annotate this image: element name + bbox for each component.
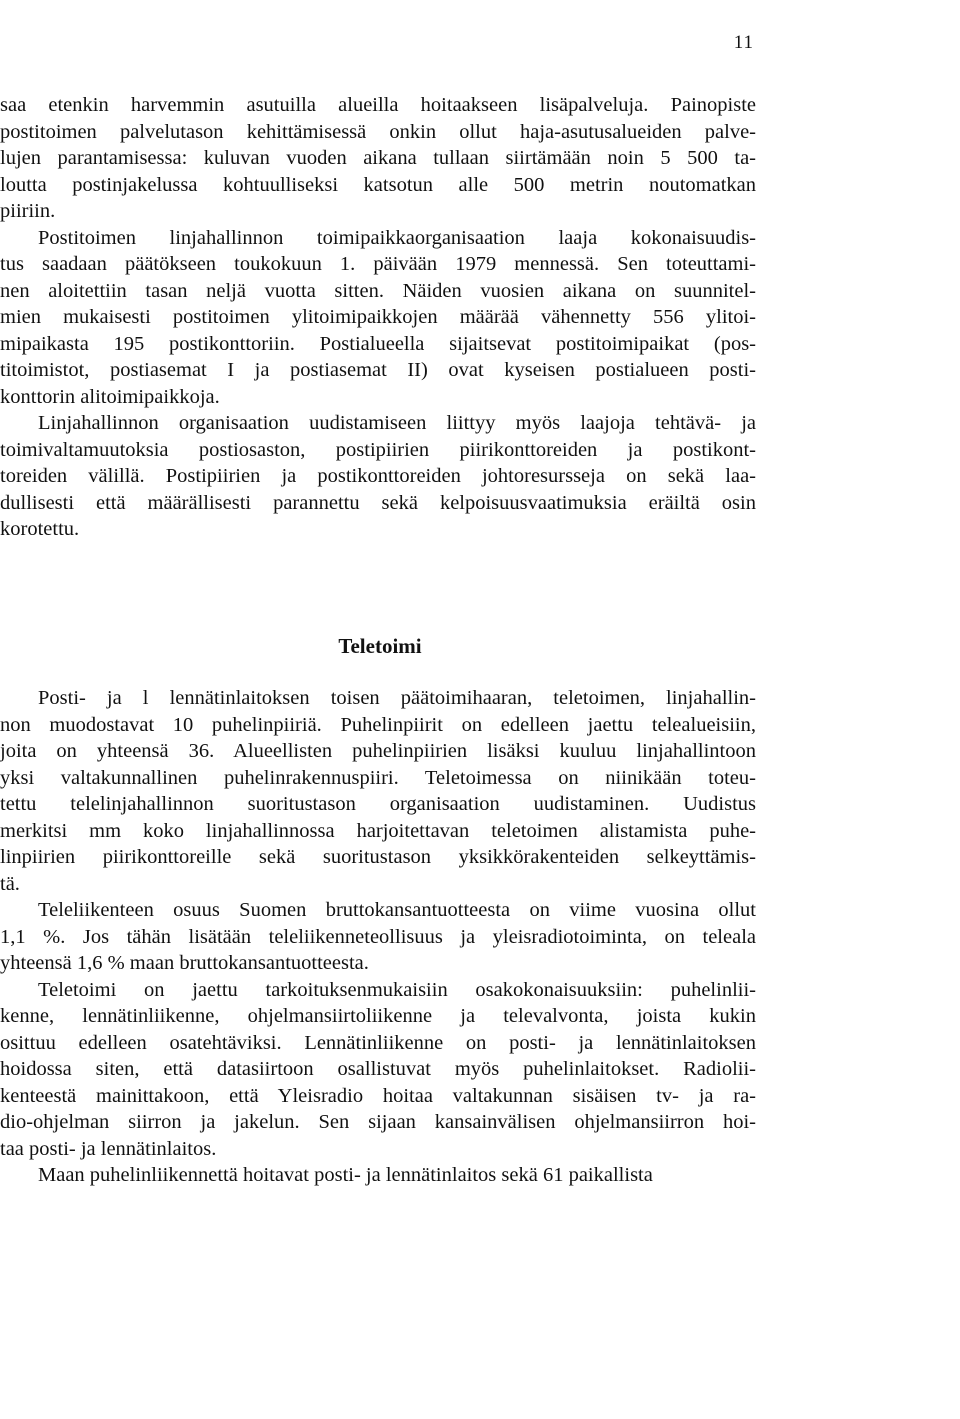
section-heading: Teletoimi — [338, 634, 422, 658]
text-line: Teleliikenteen osuus Suomen bruttokansantuotteesta on viime vuosina ollut — [38, 899, 756, 921]
text-line: dio-ohjelman siirron ja jakelun. Sen sijaan kansainvälisen ohjelmansiirron hoi- — [0, 1111, 756, 1133]
text-line: lujen parantamisessa: kuluvan vuoden aikana tullaan siirtämään noin 5 500 ta- — [0, 147, 756, 169]
text-line: toreiden välillä. Postipiirien ja postikonttoreiden johtoresursseja on sekä laa- — [0, 465, 756, 487]
text-line: tä. — [0, 872, 20, 895]
text-line: mien mukaisesti postitoimen ylitoimipaikkojen määrää vähennetty 556 ylitoi- — [0, 306, 756, 328]
text-line: linpiirien piirikonttoreille sekä suoritustason yksikkörakenteiden selkeyttämis- — [0, 846, 756, 868]
text-line: postitoimen palvelutason kehittämisessä onkin ollut haja-asutusalueiden palve- — [0, 120, 756, 143]
text-line: tettu telelinjahallinnon suoritustason organisaation uudistaminen. Uudistus — [0, 793, 756, 815]
text-line: Linjahallinnon organisaation uudistamiseen liittyy myös laajoja tehtävä- ja — [38, 412, 756, 434]
text-line: Teletoimi on jaettu tarkoituksenmukaisiin osakokonaisuuksiin: puhelinlii- — [38, 978, 756, 1001]
text-line: Posti- ja l lennätinlaitoksen toisen päätoimihaaran, teletoimen, linjahallin- — [38, 687, 756, 709]
text-line: titoimistot, postiasemat I ja postiasemat II) ovat kyseisen postialueen posti- — [0, 359, 756, 381]
text-line: Maan puhelinliikennettä hoitavat posti- ja lennätinlaitos sekä 61 paikallista — [38, 1164, 653, 1186]
text-line: hoidossa siten, että datasiirtoon osallistuvat myös puhelinlaitokset. Radiolii- — [0, 1058, 756, 1080]
text-line: taa posti- ja lennätinlaitos. — [0, 1137, 217, 1160]
text-line: osittuu edelleen osatehtäviksi. Lennätinliikenne on posti- ja lennätinlaitoksen — [0, 1031, 756, 1054]
text-line: 1,1 %. Jos tähän lisätään teleliikenneteollisuus ja yleisradiotoiminta, on teleala — [0, 925, 756, 948]
text-line: mipaikasta 195 postikonttoriin. Postialueella sijaitsevat postitoimipaikat (pos- — [0, 332, 756, 355]
page-number: 11 — [733, 32, 754, 53]
text-line: toimivaltamuutoksia postiosaston, postipiirien piirikonttoreiden ja postikont- — [0, 438, 756, 461]
text-line: dullisesti että määrällisesti parannettu sekä kelpoisuusvaatimuksia eräiltä osin — [0, 491, 756, 514]
text-line: yhteensä 1,6 % maan bruttokansantuotteesta. — [0, 952, 369, 974]
text-line: kenteestä mainittakoon, että Yleisradio hoitaa valtakunnan sisäisen tv- ja ra- — [0, 1084, 756, 1107]
text-line: tus saadaan päätökseen toukokuun 1. päivään 1979 mennessä. Sen toteuttami- — [0, 253, 756, 275]
text-line: nen aloitettiin tasan neljä vuotta sitten. Näiden vuosien aikana on suunnitel- — [0, 279, 756, 302]
text-line: merkitsi mm koko linjahallinnossa harjoitettavan teletoimen alistamista puhe- — [0, 819, 756, 842]
text-line: loutta postinjakelussa kohtuulliseksi katsotun alle 500 metrin noutomatkan — [0, 173, 756, 196]
text-line: joita on yhteensä 36. Alueellisten puhelinpiirien lisäksi kuuluu linjahallintoon — [0, 740, 756, 762]
body-text-section-1 — [0, 92, 756, 543]
text-line: konttorin alitoimipaikkoja. — [0, 385, 220, 408]
text-line: saa etenkin harvemmin asutuilla alueilla hoitaakseen lisäpalveluja. Painopiste — [0, 94, 756, 116]
body-text-section-2 — [0, 685, 756, 1189]
text-line: korotettu. — [0, 518, 80, 540]
text-line: Postitoimen linjahallinnon toimipaikkaorganisaation laaja kokonaisuudis- — [38, 226, 756, 249]
text-line: non muodostavat 10 puhelinpiiriä. Puhelinpiirit on edelleen jaettu telealueisiin, — [0, 713, 756, 736]
text-line: yksi valtakunnallinen puhelinrakennuspiiri. Teletoimessa on niinikään toteu- — [0, 766, 756, 789]
text-line: kenne, lennätinliikenne, ohjelmansiirtoliikenne ja televalvonta, joista kukin — [0, 1005, 756, 1027]
text-line: piiriin. — [0, 200, 56, 222]
